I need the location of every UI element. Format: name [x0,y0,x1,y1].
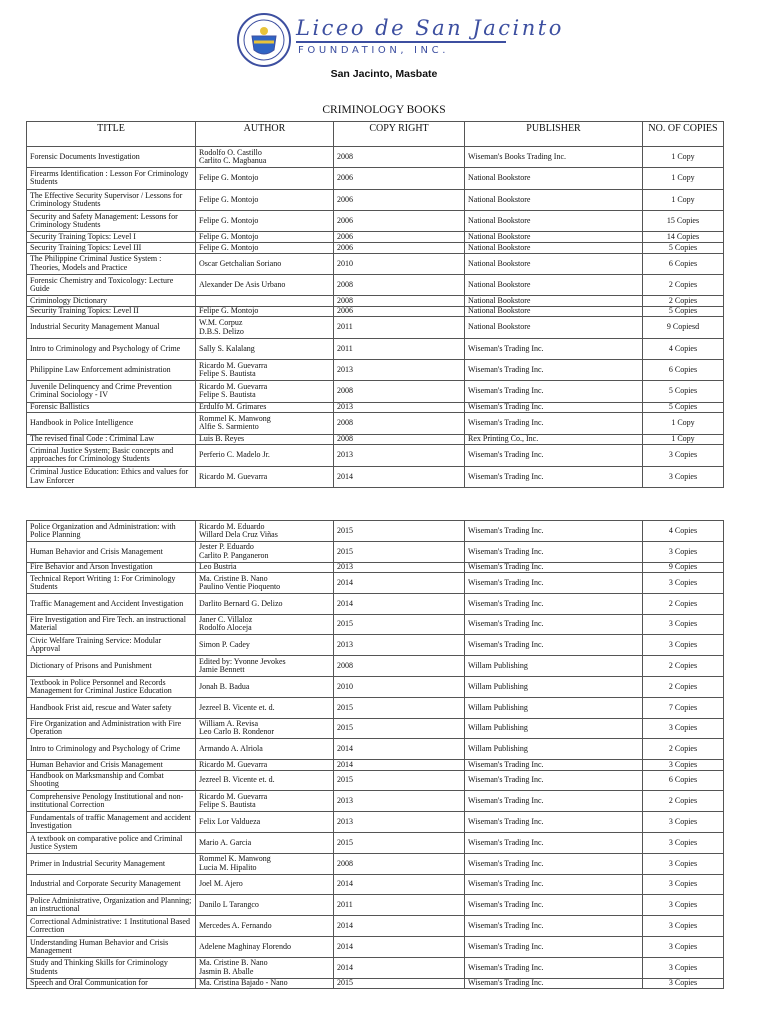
book-title: Criminal Justice Education: Ethics and values for Law Enforcer [27,466,196,487]
table-row [27,614,724,635]
books-table-2 [26,520,724,989]
location: San Jacinto, Masbate [330,68,438,80]
book-author: Felipe G. Montojo [196,168,334,189]
book-copyright: 2006 [334,168,465,189]
book-author: Mercedes A. Fernando [196,916,334,937]
table-row [27,521,724,542]
book-copies: 3 Copies [643,936,724,957]
table-row [27,147,724,168]
book-copyright: 2011 [334,317,465,338]
table-row [27,656,724,677]
book-copyright: 2014 [334,916,465,937]
book-publisher: Wiseman's Trading Inc. [465,614,643,635]
book-title: Police Administrative, Organization and Planning; an instructional [27,895,196,916]
book-title: Philippine Law Enforcement administration [27,360,196,381]
book-publisher: Wiseman's Trading Inc. [465,413,643,434]
school-subtitle: FOUNDATION, INC. [298,45,449,56]
book-author: Rodolfo O. Castillo Carlito C. Magbanua [196,147,334,168]
book-copyright: 2013 [334,562,465,572]
book-copyright: 2013 [334,445,465,466]
book-copyright: 2008 [334,274,465,295]
book-publisher: Wiseman's Trading Inc. [465,812,643,833]
book-copyright: 2013 [334,791,465,812]
table-row [27,978,724,988]
book-copies: 4 Copies [643,338,724,359]
book-author: Rommel K. Manwong Alfie S. Sarmiento [196,413,334,434]
school-seal-icon [236,12,292,68]
book-copyright: 2015 [334,718,465,739]
table-row [27,760,724,770]
book-copyright: 2015 [334,978,465,988]
book-copyright: 2015 [334,614,465,635]
book-copies: 2 Copies [643,791,724,812]
book-copies: 3 Copies [643,445,724,466]
table-row [27,434,724,445]
book-title: Traffic Management and Accident Investigation [27,593,196,614]
book-copies: 2 Copies [643,656,724,677]
school-name: Liceo de San Jacinto [296,16,564,40]
book-publisher: Wiseman's Trading Inc. [465,381,643,402]
page-title: CRIMINOLOGY BOOKS [322,104,446,116]
book-title: Speech and Oral Communication for [27,978,196,988]
book-title: Intro to Criminology and Psychology of Crime [27,739,196,760]
book-copies: 7 Copies [643,697,724,718]
book-publisher: National Bookstore [465,232,643,243]
table-row [27,718,724,739]
book-copyright: 2006 [334,306,465,317]
book-copyright: 2013 [334,360,465,381]
book-author: Ma. Cristina Bajado - Nano [196,978,334,988]
book-title: Fundamentals of traffic Management and accident Investigation [27,812,196,833]
table-row [27,189,724,210]
book-title: Security Training Topics: Level III [27,242,196,253]
book-author: Leo Bustria [196,562,334,572]
book-publisher: Wiseman's Trading Inc. [465,770,643,791]
book-copyright: 2010 [334,676,465,697]
book-copies: 4 Copies [643,521,724,542]
book-copies: 6 Copies [643,770,724,791]
table-row [27,770,724,791]
table-row [27,916,724,937]
book-title: The Effective Security Supervisor / Lessons for Criminology Students [27,189,196,210]
book-title: Security and Safety Management: Lessons for Criminology Students [27,210,196,231]
table-row [27,274,724,295]
book-author: William A. Revisa Leo Carlo B. Rondenor [196,718,334,739]
table-row [27,676,724,697]
book-copyright: 2006 [334,242,465,253]
table-row [27,232,724,243]
book-publisher: Wiseman's Trading Inc. [465,957,643,978]
book-title: The revised final Code : Criminal Law [27,434,196,445]
book-title: Study and Thinking Skills for Criminology Students [27,957,196,978]
header-publisher: PUBLISHER [465,122,643,147]
book-author: Sally S. Kalalang [196,338,334,359]
book-copies: 3 Copies [643,832,724,853]
book-publisher: Wiseman's Trading Inc. [465,832,643,853]
book-author: Danilo L Tarangco [196,895,334,916]
document-header [0,8,768,116]
table-row [27,635,724,656]
book-title: Human Behavior and Crisis Management [27,760,196,770]
book-publisher: Wiseman's Trading Inc. [465,916,643,937]
book-copies: 3 Copies [643,874,724,895]
book-publisher: Willam Publishing [465,697,643,718]
book-publisher: Wiseman's Trading Inc. [465,978,643,988]
book-author: Edited by: Yvonne Jevokes Jamie Bennett [196,656,334,677]
book-title: Dictionary of Prisons and Punishment [27,656,196,677]
book-publisher: Wiseman's Trading Inc. [465,445,643,466]
book-author: Felipe G. Montojo [196,232,334,243]
book-publisher: Wiseman's Trading Inc. [465,895,643,916]
book-publisher: Wiseman's Trading Inc. [465,936,643,957]
book-copies: 3 Copies [643,812,724,833]
book-copyright: 2015 [334,697,465,718]
book-author: Alexander De Asis Urbano [196,274,334,295]
book-author: Erdulfo M. Grimares [196,402,334,413]
book-copies: 9 Copies [643,562,724,572]
book-publisher: National Bookstore [465,296,643,307]
book-author: Felipe G. Montojo [196,306,334,317]
table-header-row [27,122,724,147]
book-publisher: Wiseman's Trading Inc. [465,466,643,487]
book-copies: 3 Copies [643,718,724,739]
book-copyright: 2006 [334,189,465,210]
book-publisher: Wiseman's Trading Inc. [465,541,643,562]
table-row [27,306,724,317]
book-publisher: Wiseman's Trading Inc. [465,360,643,381]
book-copies: 6 Copies [643,360,724,381]
book-copies: 2 Copies [643,739,724,760]
table-row [27,541,724,562]
book-author: Simon P. Cadey [196,635,334,656]
book-title: A textbook on comparative police and Criminal Justice System [27,832,196,853]
book-copyright: 2015 [334,521,465,542]
book-publisher: Willam Publishing [465,676,643,697]
book-publisher: Wiseman's Trading Inc. [465,572,643,593]
book-author: Jester P. Eduardo Carlito P. Panganeron [196,541,334,562]
book-publisher: National Bookstore [465,189,643,210]
book-title: Industrial and Corporate Security Management [27,874,196,895]
book-author: Ricardo M. Guevarra [196,466,334,487]
book-author [196,296,334,307]
header-author: AUTHOR [196,122,334,147]
book-copyright: 2008 [334,434,465,445]
book-copyright: 2013 [334,812,465,833]
book-copyright: 2014 [334,957,465,978]
book-copies: 2 Copies [643,274,724,295]
book-copies: 3 Copies [643,853,724,874]
book-publisher: National Bookstore [465,317,643,338]
book-author: W.M. Corpuz D.B.S. Delizo [196,317,334,338]
book-author: Felix Lor Valdueza [196,812,334,833]
book-author: Jonah B. Badua [196,676,334,697]
book-copies: 3 Copies [643,957,724,978]
book-author: Armando A. Alriola [196,739,334,760]
book-publisher: National Bookstore [465,306,643,317]
book-title: Fire Behavior and Arson Investigation [27,562,196,572]
table-row [27,853,724,874]
book-copies: 1 Copy [643,147,724,168]
book-title: Forensic Documents Investigation [27,147,196,168]
book-title: Juvenile Delinquency and Crime Prevention Criminal Sociology - IV [27,381,196,402]
book-author: Felipe G. Montojo [196,189,334,210]
book-copyright: 2014 [334,593,465,614]
table-row [27,210,724,231]
table-row [27,253,724,274]
book-copies: 5 Copies [643,306,724,317]
book-copies: 2 Copies [643,296,724,307]
book-author: Jezreel B. Vicente et. d. [196,697,334,718]
book-copyright: 2013 [334,635,465,656]
table-row [27,936,724,957]
book-title: Handbook on Marksmanship and Combat Shooting [27,770,196,791]
book-publisher: National Bookstore [465,210,643,231]
table-row [27,572,724,593]
table-row [27,413,724,434]
book-copies: 5 Copies [643,242,724,253]
book-title: Civic Welfare Training Service: Modular Approval [27,635,196,656]
book-publisher: Wiseman's Trading Inc. [465,562,643,572]
book-publisher: Wiseman's Trading Inc. [465,874,643,895]
book-author: Perferio C. Madelo Jr. [196,445,334,466]
book-copyright: 2014 [334,760,465,770]
book-publisher: Willam Publishing [465,718,643,739]
book-copyright: 2008 [334,381,465,402]
table-row [27,739,724,760]
book-copies: 3 Copies [643,541,724,562]
book-copyright: 2014 [334,936,465,957]
book-copies: 1 Copy [643,434,724,445]
book-copyright: 2015 [334,832,465,853]
book-copyright: 2015 [334,770,465,791]
book-copies: 5 Copies [643,381,724,402]
book-author: Ma. Cristine B. Nano Paulino Ventie Pioquento [196,572,334,593]
table-row [27,402,724,413]
book-copyright: 2013 [334,402,465,413]
book-title: Handbook Frist aid, rescue and Water safety [27,697,196,718]
book-author: Ma. Cristine B. Nano Jasmin B. Aballe [196,957,334,978]
book-title: The Philippine Criminal Justice System : Theories, Models and Practice [27,253,196,274]
book-copies: 1 Copy [643,413,724,434]
book-copies: 2 Copies [643,593,724,614]
book-copies: 3 Copies [643,895,724,916]
book-author: Ricardo M. Guevarra Felipe S. Bautista [196,791,334,812]
book-title: Security Training Topics: Level I [27,232,196,243]
book-copyright: 2014 [334,466,465,487]
book-publisher: Wiseman's Trading Inc. [465,521,643,542]
table-row [27,562,724,572]
table-row [27,168,724,189]
books-table-1 [26,121,724,488]
book-publisher: Wiseman's Trading Inc. [465,635,643,656]
book-copies: 3 Copies [643,978,724,988]
book-title: Human Behavior and Crisis Management [27,541,196,562]
book-copyright: 2014 [334,874,465,895]
book-publisher: National Bookstore [465,274,643,295]
book-title: Criminology Dictionary [27,296,196,307]
book-copyright: 2006 [334,210,465,231]
book-title: Understanding Human Behavior and Crisis Management [27,936,196,957]
book-title: Comprehensive Penology Institutional and non-institutional Correction [27,791,196,812]
book-publisher: National Bookstore [465,168,643,189]
book-publisher: Willam Publishing [465,739,643,760]
book-copyright: 2008 [334,853,465,874]
book-author: Ricardo M. Eduardo Willard Dela Cruz Viñas [196,521,334,542]
book-author: Janer C. Villaloz Rodolfo Aloceja [196,614,334,635]
book-copyright: 2014 [334,739,465,760]
book-title: Handbook in Police Intelligence [27,413,196,434]
book-author: Oscar Getchalian Soriano [196,253,334,274]
table-row [27,296,724,307]
book-copies: 3 Copies [643,916,724,937]
book-copyright: 2008 [334,413,465,434]
book-publisher: National Bookstore [465,253,643,274]
book-title: Primer in Industrial Security Management [27,853,196,874]
book-copies: 15 Copies [643,210,724,231]
book-publisher: National Bookstore [465,242,643,253]
book-copies: 3 Copies [643,635,724,656]
book-copyright: 2008 [334,147,465,168]
book-title: Police Organization and Administration: with Police Planning [27,521,196,542]
book-title: Correctional Administrative: 1 Institutional Based Correction [27,916,196,937]
book-publisher: Wiseman's Trading Inc. [465,593,643,614]
header-copyright: COPY RIGHT [334,122,465,147]
table-row [27,832,724,853]
book-author: Felipe G. Montojo [196,242,334,253]
header-title: TITLE [27,122,196,147]
book-title: Industrial Security Management Manual [27,317,196,338]
table-row [27,466,724,487]
book-author: Joel M. Ajero [196,874,334,895]
book-copies: 6 Copies [643,253,724,274]
book-copyright: 2008 [334,296,465,307]
table-row [27,593,724,614]
book-title: Intro to Criminology and Psychology of Crime [27,338,196,359]
book-copies: 1 Copy [643,168,724,189]
book-copyright: 2008 [334,656,465,677]
table-row [27,445,724,466]
table-row [27,317,724,338]
book-copies: 1 Copy [643,189,724,210]
book-copies: 3 Copies [643,614,724,635]
book-copyright: 2014 [334,572,465,593]
book-title: Textbook in Police Personnel and Records Management for Criminal Justice Education [27,676,196,697]
book-copies: 3 Copies [643,466,724,487]
book-title: Security Training Topics: Level II [27,306,196,317]
table-row [27,381,724,402]
book-title: Fire Organization and Administration with Fire Operation [27,718,196,739]
table-row [27,338,724,359]
book-copies: 3 Copies [643,572,724,593]
book-author: Darlito Bernard G. Delizo [196,593,334,614]
book-publisher: Wiseman's Trading Inc. [465,338,643,359]
divider [296,41,506,43]
book-title: Forensic Chemistry and Toxicology: Lecture Guide [27,274,196,295]
book-title: Technical Report Writing 1: For Criminology Students [27,572,196,593]
book-author: Adelene Maghinay Florendo [196,936,334,957]
book-copies: 3 Copies [643,760,724,770]
book-publisher: Wiseman's Trading Inc. [465,760,643,770]
book-copies: 5 Copies [643,402,724,413]
book-copyright: 2011 [334,338,465,359]
book-title: Fire Investigation and Fire Tech. an instructional Material [27,614,196,635]
book-author: Ricardo M. Guevarra Felipe S. Bautista [196,360,334,381]
book-copies: 14 Copies [643,232,724,243]
table-row [27,874,724,895]
book-copyright: 2006 [334,232,465,243]
book-copies: 9 Copiesd [643,317,724,338]
table-row [27,791,724,812]
book-author: Mario A. Garcia [196,832,334,853]
table-row [27,812,724,833]
book-author: Jezreel B. Vicente et. d. [196,770,334,791]
book-title: Forensic Ballistics [27,402,196,413]
book-title: Criminal Justice System; Basic concepts and approaches for Criminology Students [27,445,196,466]
book-publisher: Willam Publishing [465,656,643,677]
table-row [27,697,724,718]
book-author: Felipe G. Montojo [196,210,334,231]
table-row [27,242,724,253]
book-copyright: 2010 [334,253,465,274]
book-copies: 2 Copies [643,676,724,697]
book-copyright: 2011 [334,895,465,916]
book-copyright: 2015 [334,541,465,562]
book-author: Rommel K. Manwong Lucia M. Hipalito [196,853,334,874]
header-copies: NO. OF COPIES [643,122,724,147]
book-publisher: Wiseman's Trading Inc. [465,853,643,874]
book-author: Luis B. Reyes [196,434,334,445]
book-publisher: Wiseman's Trading Inc. [465,402,643,413]
book-publisher: Wiseman's Trading Inc. [465,791,643,812]
book-publisher: Wiseman's Books Trading Inc. [465,147,643,168]
book-publisher: Rex Printing Co., Inc. [465,434,643,445]
table-row [27,360,724,381]
table-row [27,957,724,978]
book-author: Ricardo M. Guevarra [196,760,334,770]
book-author: Ricardo M. Guevarra Felipe S. Bautista [196,381,334,402]
book-title: Firearms Identification : Lesson For Criminology Students [27,168,196,189]
table-row [27,895,724,916]
